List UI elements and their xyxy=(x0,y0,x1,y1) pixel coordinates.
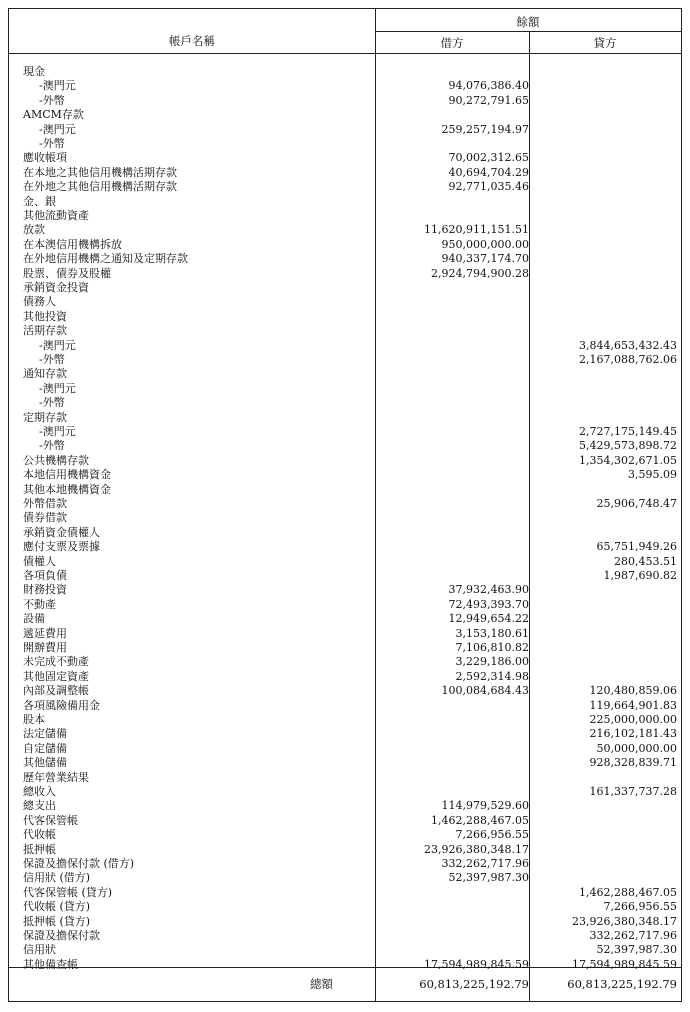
table-row xyxy=(9,425,683,439)
balance-header: 餘額 xyxy=(516,15,540,29)
account-label: 代客保管帳 (貸方) xyxy=(23,885,113,899)
table-row xyxy=(9,598,683,612)
debit-value: 72,493,393.70 xyxy=(448,597,529,611)
account-label: 債券借款 xyxy=(23,511,67,525)
account-label: 抵押帳 xyxy=(23,842,56,856)
debit-value: 23,926,380,348.17 xyxy=(424,842,529,856)
account-label: 保證及擔保付款 xyxy=(23,929,100,942)
table-row xyxy=(9,771,683,785)
account-label: 各項風險備用金 xyxy=(23,698,100,712)
debit-value: 3,153,180.61 xyxy=(455,626,529,640)
table-row xyxy=(9,699,683,713)
debit-value: 94,076,386.40 xyxy=(448,79,529,93)
table-row xyxy=(9,713,683,727)
credit-value: 23,926,380,348.17 xyxy=(572,914,677,928)
account-label: -外幣 xyxy=(39,439,65,453)
table-row xyxy=(9,310,683,324)
account-label: 設備 xyxy=(23,612,45,626)
table-row xyxy=(9,94,683,108)
account-label: 其他備查帳 xyxy=(23,957,78,971)
total-label: 總額 xyxy=(310,977,333,991)
credit-value: 1,462,288,467.05 xyxy=(579,885,677,899)
table-row xyxy=(9,396,683,410)
table-row xyxy=(9,166,683,180)
debit-value: 37,932,463.90 xyxy=(448,583,529,597)
table-row xyxy=(9,65,683,79)
debit-value: 259,257,194.97 xyxy=(441,122,529,136)
credit-value: 3,595.09 xyxy=(628,468,677,482)
table-row xyxy=(9,742,683,756)
table-row xyxy=(9,756,683,770)
account-label: 債務人 xyxy=(23,295,56,309)
table-row xyxy=(9,151,683,165)
account-label: 現金 xyxy=(23,65,45,78)
account-label: -外幣 xyxy=(39,137,65,150)
debit-value: 7,106,810.82 xyxy=(455,641,529,654)
credit-value: 7,266,956.55 xyxy=(603,900,677,914)
account-label: 代收帳 xyxy=(23,828,56,842)
table-row xyxy=(9,915,683,929)
account-label: 抵押帳 (貸方) xyxy=(23,914,91,928)
debit-value: 12,949,654.22 xyxy=(448,612,529,626)
account-label: 承銷資金債權人 xyxy=(23,525,100,539)
table-row xyxy=(9,252,683,266)
table-row xyxy=(9,886,683,900)
account-label: -澳門元 xyxy=(39,381,76,395)
table-row xyxy=(9,353,683,367)
account-label: 股票、債券及股權 xyxy=(23,266,111,280)
total-credit: 60,813,225,192.79 xyxy=(567,977,677,991)
account-label: 金、銀 xyxy=(23,194,56,208)
table-row xyxy=(9,281,683,295)
table-row xyxy=(9,468,683,482)
credit-value: 5,429,573,898.72 xyxy=(579,439,677,453)
table-row xyxy=(9,79,683,93)
account-label: 本地信用機構資金 xyxy=(23,468,111,482)
account-label: 通知存款 xyxy=(23,367,67,381)
credit-value: 280,453.51 xyxy=(614,554,677,568)
account-label: -澳門元 xyxy=(39,79,76,93)
credit-value: 216,102,181.43 xyxy=(589,727,677,741)
account-label: 自定儲備 xyxy=(23,741,67,755)
table-row xyxy=(9,108,683,122)
table-row xyxy=(9,439,683,453)
header-bottom-line xyxy=(9,53,681,54)
table-row xyxy=(9,526,683,540)
credit-value: 161,337,737.28 xyxy=(589,785,677,798)
table-row xyxy=(9,569,683,583)
table-row xyxy=(9,828,683,842)
account-label: 應付支票及票據 xyxy=(23,540,100,554)
account-label: 活期存款 xyxy=(23,324,67,338)
debit-value: 90,272,791.65 xyxy=(448,93,529,107)
table-row xyxy=(9,871,683,885)
credit-value: 2,167,088,762.06 xyxy=(579,353,677,366)
table-row xyxy=(9,655,683,669)
table-row xyxy=(9,627,683,641)
account-label: 其他本地機構資金 xyxy=(23,482,111,496)
table-row xyxy=(9,454,683,468)
table-row xyxy=(9,238,683,252)
table-row xyxy=(9,857,683,871)
account-label: -外幣 xyxy=(39,93,65,107)
account-name-header: 帳戶名稱 xyxy=(169,34,215,48)
debit-value: 7,266,956.55 xyxy=(455,828,529,842)
credit-value: 928,328,839.71 xyxy=(589,756,677,770)
table-row xyxy=(9,209,683,223)
table-row xyxy=(9,339,683,353)
debit-value: 92,771,035.46 xyxy=(448,180,529,194)
account-label: 定期存款 xyxy=(23,410,67,424)
table-row xyxy=(9,137,683,151)
debit-value: 2,592,314.98 xyxy=(455,669,529,683)
account-label: -澳門元 xyxy=(39,338,76,352)
debit-value: 114,979,529.60 xyxy=(441,799,529,813)
debit-value: 40,694,704.29 xyxy=(448,165,529,179)
account-label: 外幣借款 xyxy=(23,497,67,510)
debit-value: 11,620,911,151.51 xyxy=(424,223,529,237)
account-label: 代收帳 (貸方) xyxy=(23,900,91,914)
credit-value: 3,844,653,432.43 xyxy=(579,338,677,352)
debit-value: 3,229,186.00 xyxy=(455,655,529,669)
account-label: 信用狀 (借方) xyxy=(23,871,91,885)
account-label: 保證及擔保付款 (借方) xyxy=(23,857,135,870)
debit-value: 1,462,288,467.05 xyxy=(431,813,529,827)
credit-value: 119,664,901.83 xyxy=(589,698,677,712)
account-label: 在本澳信用機構拆放 xyxy=(23,237,122,251)
account-label: 應收帳項 xyxy=(23,151,67,165)
table-row xyxy=(9,799,683,813)
debit-value: 2,924,794,900.28 xyxy=(431,266,529,280)
table-row xyxy=(9,382,683,396)
account-label: 代客保管帳 xyxy=(23,813,78,827)
debit-value: 17,594,989,845.59 xyxy=(424,957,529,971)
table-row xyxy=(9,324,683,338)
credit-value: 17,594,989,845.59 xyxy=(572,957,677,971)
table-row xyxy=(9,843,683,857)
credit-value: 65,751,949.26 xyxy=(596,540,677,554)
account-label: 債權人 xyxy=(23,554,56,568)
account-label: 財務投資 xyxy=(23,583,67,597)
credit-value: 1,987,690.82 xyxy=(603,569,677,582)
account-label: -外幣 xyxy=(39,396,65,410)
table-row xyxy=(9,483,683,497)
debit-value: 332,262,717.96 xyxy=(441,857,529,870)
table-row xyxy=(9,785,683,799)
table-row xyxy=(9,583,683,597)
table-row xyxy=(9,223,683,237)
account-label: 未完成不動產 xyxy=(23,655,89,669)
table-row xyxy=(9,612,683,626)
credit-value: 1,354,302,671.05 xyxy=(579,453,677,467)
account-label: -澳門元 xyxy=(39,122,76,136)
credit-value: 25,906,748.47 xyxy=(596,497,677,510)
table-row xyxy=(9,670,683,684)
account-label: 其他固定資產 xyxy=(23,669,89,683)
debit-value: 940,337,174.70 xyxy=(441,252,529,266)
account-label: 信用狀 xyxy=(23,943,56,957)
account-label: 法定儲備 xyxy=(23,727,67,741)
credit-value: 52,397,987.30 xyxy=(596,943,677,957)
account-label: 承銷資金投資 xyxy=(23,281,89,294)
account-label: -澳門元 xyxy=(39,425,76,438)
account-label: 其他流動資產 xyxy=(23,209,89,222)
account-label: 總收入 xyxy=(23,785,56,798)
credit-value: 2,727,175,149.45 xyxy=(579,425,677,438)
account-label: 各項負債 xyxy=(23,569,67,582)
table-row xyxy=(9,641,683,655)
table-row xyxy=(9,814,683,828)
total-row xyxy=(9,967,683,1001)
table-row xyxy=(9,123,683,137)
table-row xyxy=(9,411,683,425)
ledger-table xyxy=(8,8,682,1002)
account-label: 歷年營業結果 xyxy=(23,770,89,784)
table-row xyxy=(9,943,683,957)
debit-value: 70,002,312.65 xyxy=(448,151,529,165)
debit-value: 100,084,684.43 xyxy=(441,684,529,698)
table-row xyxy=(9,367,683,381)
account-label: 其他投資 xyxy=(23,309,67,323)
table-row xyxy=(9,900,683,914)
balance-header-underline xyxy=(375,31,681,32)
credit-header: 貸方 xyxy=(593,36,617,50)
account-label: 不動產 xyxy=(23,597,56,611)
account-label: 公共機構存款 xyxy=(23,453,89,467)
table-row xyxy=(9,180,683,194)
debit-header: 借方 xyxy=(440,36,464,50)
account-label: 在本地之其他信用機構活期存款 xyxy=(23,165,177,179)
table-row xyxy=(9,511,683,525)
account-label: 總支出 xyxy=(23,799,56,813)
account-label: 其他儲備 xyxy=(23,756,67,770)
account-label: 在外地之其他信用機構活期存款 xyxy=(23,180,177,194)
credit-value: 120,480,859.06 xyxy=(589,684,677,698)
credit-value: 50,000,000.00 xyxy=(596,741,677,755)
table-row xyxy=(9,295,683,309)
table-row xyxy=(9,195,683,209)
account-label: -外幣 xyxy=(39,353,65,366)
account-label: 放款 xyxy=(23,223,45,237)
table-row xyxy=(9,929,683,943)
debit-value: 52,397,987.30 xyxy=(448,871,529,885)
account-label: 內部及調整帳 xyxy=(23,684,89,698)
account-label: AMCM存款 xyxy=(23,108,84,122)
table-row xyxy=(9,555,683,569)
table-row xyxy=(9,540,683,554)
debit-value: 950,000,000.00 xyxy=(441,237,529,251)
account-label: 股本 xyxy=(23,713,45,726)
credit-value: 225,000,000.00 xyxy=(589,713,677,726)
table-row xyxy=(9,684,683,698)
account-label: 遞延費用 xyxy=(23,626,67,640)
account-label: 開辦費用 xyxy=(23,641,67,654)
total-debit: 60,813,225,192.79 xyxy=(419,977,529,991)
credit-value: 332,262,717.96 xyxy=(589,929,677,942)
table-row xyxy=(9,727,683,741)
account-label: 在外地信用機構之通知及定期存款 xyxy=(23,252,188,266)
table-row xyxy=(9,497,683,511)
table-row xyxy=(9,267,683,281)
